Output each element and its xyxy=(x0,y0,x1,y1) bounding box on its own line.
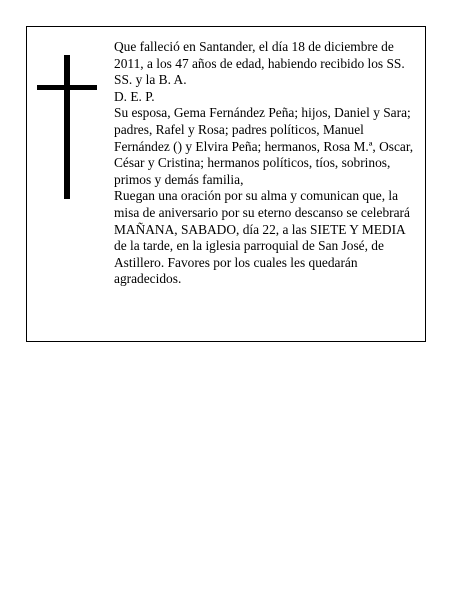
notice-family: Su esposa, Gema Fernández Peña; hijos, Daniel y Sara; padres, Rafel y Rosa; padres políticos, Manuel Fernández () y Elvira Peña; hermanos, Rosa M.ª, Oscar, César y Cristina; hermanos políticos, tíos, sobrinos, primos y demás familia, xyxy=(114,105,414,187)
notice-dep: D. E. P. xyxy=(114,88,155,104)
cross-icon xyxy=(37,55,97,199)
notice-request: Ruegan una oración por su alma y comunican que, la misa de aniversario por su eterno descanso se celebrará MAÑANA, SABADO, día 22, a las SIETE Y MEDIA de la tarde, en la iglesia parroquial de San José, de Astillero. Favores por los cuales les quedarán agradecidos. xyxy=(114,188,410,287)
obituary-notice xyxy=(26,26,426,342)
cross-vertical-bar xyxy=(64,55,70,199)
notice-intro: Que falleció en Santander, el día 18 de diciembre de 2011, a los 47 años de edad, habiendo recibido los SS. SS. y la B. A. xyxy=(114,39,405,88)
cross-horizontal-bar xyxy=(37,85,97,90)
notice-text xyxy=(114,39,420,288)
